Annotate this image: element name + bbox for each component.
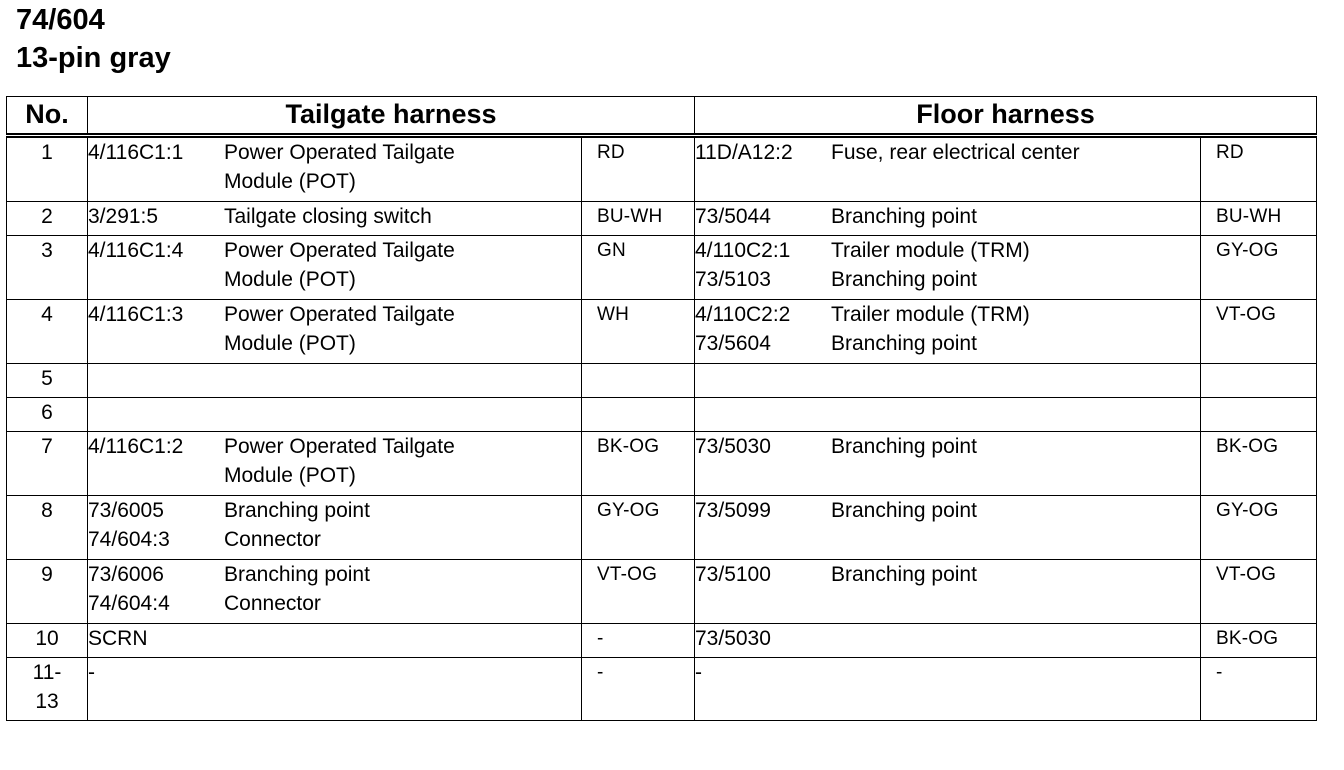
floor-harness-cell [695, 560, 1201, 624]
header-floor-harness: Floor harness [695, 97, 1317, 136]
tailgate-connection-description: Branching point [224, 499, 370, 522]
tailgate-harness-cell [88, 496, 582, 560]
tailgate-connection-code: 3/291:5 [88, 205, 159, 228]
table-row [7, 364, 1317, 398]
tailgate-connection-code: 74/604:3 [88, 528, 170, 551]
floor-wire-color: BK-OG [1201, 624, 1317, 658]
tailgate-connection-description: Connector [224, 528, 321, 551]
tailgate-connection [88, 202, 577, 231]
pin-number: 5 [7, 364, 88, 398]
floor-wire-color: - [1201, 658, 1317, 721]
floor-wire-color: VT-OG [1201, 300, 1317, 364]
tailgate-harness-cell [88, 560, 582, 624]
floor-connection-code: 4/110C2:1 [695, 239, 791, 262]
floor-connection-code: 73/5030 [695, 435, 771, 458]
tailgate-wire-color: WH [582, 300, 695, 364]
floor-connection-description [831, 658, 1191, 687]
tailgate-harness-cell [88, 624, 582, 658]
floor-connection-code: 73/5604 [695, 332, 771, 355]
floor-harness-cell [695, 658, 1201, 721]
tailgate-connection [88, 589, 577, 618]
tailgate-connection-description: Branching point [224, 563, 370, 586]
floor-connection [695, 138, 1200, 167]
tailgate-harness-cell [88, 432, 582, 496]
floor-connection-description: Branching point [831, 332, 977, 355]
pin-number: 6 [7, 398, 88, 432]
floor-connection-code: 73/5044 [695, 205, 771, 228]
tailgate-wire-color [582, 398, 695, 432]
floor-wire-color: GY-OG [1201, 236, 1317, 300]
floor-connection-code: 73/5030 [695, 627, 771, 650]
tailgate-connection-description [224, 658, 509, 687]
tailgate-wire-color: - [582, 658, 695, 721]
pin-number: 1 [7, 136, 88, 202]
tailgate-connection [88, 300, 577, 358]
floor-connection-description: Branching point [831, 205, 977, 228]
pin-number: 7 [7, 432, 88, 496]
table-row [7, 560, 1317, 624]
table-row [7, 300, 1317, 364]
tailgate-connection [88, 560, 577, 589]
floor-connection [695, 624, 1200, 653]
floor-connection-code: 73/5100 [695, 563, 771, 586]
floor-connection [695, 236, 1200, 265]
floor-connection-description: Trailer module (TRM) [831, 239, 1030, 262]
tailgate-connection-description: Power Operated Tailgate Module (POT) [224, 435, 455, 487]
floor-connection [695, 560, 1200, 589]
floor-connection [695, 202, 1200, 231]
floor-connection [695, 329, 1200, 358]
floor-connection [695, 658, 1200, 687]
pin-number: 2 [7, 202, 88, 236]
tailgate-connection-code: - [88, 661, 95, 684]
tailgate-connection-code: 73/6005 [88, 499, 164, 522]
tailgate-connection-description: Power Operated Tailgate Module (POT) [224, 239, 455, 291]
connector-id: 74/604 [16, 4, 105, 36]
tailgate-wire-color: BU-WH [582, 202, 695, 236]
table-row [7, 398, 1317, 432]
pin-number: 3 [7, 236, 88, 300]
tailgate-wire-color: RD [582, 136, 695, 202]
floor-connection-code: 73/5103 [695, 268, 771, 291]
floor-connection-description: Fuse, rear electrical center [831, 141, 1080, 164]
floor-harness-cell [695, 236, 1201, 300]
header-tailgate-harness: Tailgate harness [88, 97, 695, 136]
floor-harness-cell [695, 202, 1201, 236]
floor-connection-description: Branching point [831, 563, 977, 586]
floor-connection-code: 73/5099 [695, 499, 771, 522]
table-row [7, 202, 1317, 236]
floor-wire-color: BU-WH [1201, 202, 1317, 236]
floor-connection-description: Trailer module (TRM) [831, 303, 1030, 326]
tailgate-connection-description [224, 624, 509, 653]
floor-wire-color [1201, 398, 1317, 432]
tailgate-harness-cell [88, 398, 582, 432]
tailgate-connection [88, 432, 577, 490]
floor-connection-code: 11D/A12:2 [695, 141, 793, 164]
tailgate-harness-cell [88, 136, 582, 202]
table-header-row [7, 97, 1317, 136]
tailgate-connection [88, 138, 577, 196]
table-row [7, 136, 1317, 202]
tailgate-wire-color: GY-OG [582, 496, 695, 560]
tailgate-connection [88, 496, 577, 525]
tailgate-wire-color: GN [582, 236, 695, 300]
floor-harness-cell [695, 496, 1201, 560]
tailgate-wire-color: - [582, 624, 695, 658]
tailgate-connection-description: Power Operated Tailgate Module (POT) [224, 303, 455, 355]
floor-connection-code: 4/110C2:2 [695, 303, 791, 326]
floor-connection-code: - [695, 661, 702, 684]
floor-harness-cell [695, 136, 1201, 202]
tailgate-connection [88, 658, 577, 687]
tailgate-connection-code: 74/604:4 [88, 592, 170, 615]
tailgate-connection-code: SCRN [88, 627, 148, 650]
table-row [7, 432, 1317, 496]
pin-number: 4 [7, 300, 88, 364]
tailgate-wire-color [582, 364, 695, 398]
floor-harness-cell [695, 364, 1201, 398]
floor-connection-description: Branching point [831, 435, 977, 458]
table-body [7, 136, 1317, 721]
floor-harness-cell [695, 398, 1201, 432]
tailgate-harness-cell [88, 202, 582, 236]
tailgate-connection [88, 624, 577, 653]
pin-number: 9 [7, 560, 88, 624]
pinout-table [6, 96, 1317, 721]
floor-connection-description: Branching point [831, 499, 977, 522]
floor-connection [695, 496, 1200, 525]
floor-connection-description: Branching point [831, 268, 977, 291]
table-row [7, 496, 1317, 560]
tailgate-connection [88, 525, 577, 554]
floor-connection [695, 265, 1200, 294]
floor-harness-cell [695, 432, 1201, 496]
floor-wire-color: RD [1201, 136, 1317, 202]
floor-harness-cell [695, 300, 1201, 364]
pin-number: 8 [7, 496, 88, 560]
table-row [7, 658, 1317, 721]
floor-connection [695, 300, 1200, 329]
connector-description: 13-pin gray [16, 42, 171, 74]
floor-wire-color: BK-OG [1201, 432, 1317, 496]
floor-wire-color [1201, 364, 1317, 398]
floor-connection-description [831, 624, 1191, 653]
pin-number: 10 [7, 624, 88, 658]
header-no: No. [7, 97, 88, 136]
tailgate-harness-cell [88, 236, 582, 300]
tailgate-connection-description: Connector [224, 592, 321, 615]
floor-harness-cell [695, 624, 1201, 658]
tailgate-harness-cell [88, 658, 582, 721]
tailgate-connection-code: 4/116C1:3 [88, 303, 184, 326]
tailgate-wire-color: BK-OG [582, 432, 695, 496]
table-row [7, 624, 1317, 658]
table-row [7, 236, 1317, 300]
pin-number: 11- 13 [7, 658, 88, 721]
tailgate-connection-code: 4/116C1:1 [88, 141, 184, 164]
tailgate-connection-code: 4/116C1:2 [88, 435, 184, 458]
tailgate-connection-description: Power Operated Tailgate Module (POT) [224, 141, 455, 193]
tailgate-harness-cell [88, 300, 582, 364]
tailgate-harness-cell [88, 364, 582, 398]
floor-connection [695, 432, 1200, 461]
floor-wire-color: GY-OG [1201, 496, 1317, 560]
tailgate-connection-code: 4/116C1:4 [88, 239, 184, 262]
floor-wire-color: VT-OG [1201, 560, 1317, 624]
tailgate-connection-code: 73/6006 [88, 563, 164, 586]
tailgate-connection-description: Tailgate closing switch [224, 205, 432, 228]
tailgate-wire-color: VT-OG [582, 560, 695, 624]
tailgate-connection [88, 236, 577, 294]
